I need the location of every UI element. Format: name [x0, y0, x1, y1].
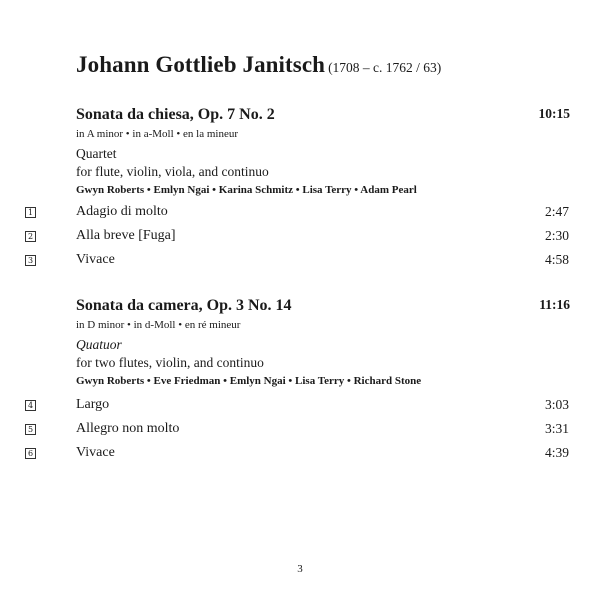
track-row[interactable]	[0, 252, 600, 274]
track-row[interactable]	[0, 204, 600, 226]
work-key: in D minor • in d-Moll • en ré mineur	[76, 319, 241, 331]
track-row[interactable]	[0, 421, 600, 443]
work-ensemble: Quartet	[76, 146, 117, 161]
track-title: Largo	[76, 397, 110, 412]
track-title: Adagio di molto	[76, 204, 168, 219]
track-time: 3:31	[544, 421, 569, 436]
track-number: 6	[25, 448, 36, 459]
track-number: 3	[25, 255, 36, 266]
track-number: 1	[25, 207, 36, 218]
track-title: Alla breve [Fuga]	[76, 228, 176, 243]
track-row[interactable]	[0, 397, 600, 419]
work-title: Sonata da chiesa, Op. 7 No. 2	[76, 106, 275, 123]
track-title: Allegro non molto	[76, 421, 180, 436]
track-time: 2:30	[544, 228, 569, 243]
track-title: Vivace	[76, 445, 115, 460]
track-title: Vivace	[76, 252, 115, 267]
track-number: 4	[25, 400, 36, 411]
track-row[interactable]	[0, 445, 600, 467]
work-duration: 11:16	[539, 297, 570, 312]
work-duration: 10:15	[538, 106, 570, 121]
work-ensemble: Quatuor	[76, 337, 122, 352]
work-title: Sonata da camera, Op. 3 No. 14	[76, 297, 292, 314]
work-sonata-da-chiesa	[76, 106, 570, 198]
composer-name: Johann Gottlieb Janitsch	[76, 52, 326, 77]
work-performers: Gwyn Roberts • Emlyn Ngai • Karina Schmitz • Lisa Terry • Adam Pearl	[76, 184, 417, 196]
track-time: 3:03	[544, 397, 569, 412]
composer-dates: (1708 – c. 1762 / 63)	[328, 60, 442, 75]
track-row[interactable]	[0, 228, 600, 250]
track-number: 2	[25, 231, 36, 242]
track-time: 4:39	[544, 445, 569, 460]
track-time: 2:47	[544, 204, 569, 219]
work-sonata-da-camera	[76, 297, 570, 389]
track-time: 4:58	[544, 252, 569, 267]
work-instrumentation: for flute, violin, viola, and continuo	[76, 164, 269, 179]
work-key: in A minor • in a-Moll • en la mineur	[76, 128, 238, 140]
composer-heading	[76, 52, 441, 78]
track-number: 5	[25, 424, 36, 435]
page-number: 3	[297, 563, 303, 575]
work-instrumentation: for two flutes, violin, and continuo	[76, 355, 264, 370]
work-performers: Gwyn Roberts • Eve Friedman • Emlyn Ngai • Lisa Terry • Richard Stone	[76, 375, 422, 387]
